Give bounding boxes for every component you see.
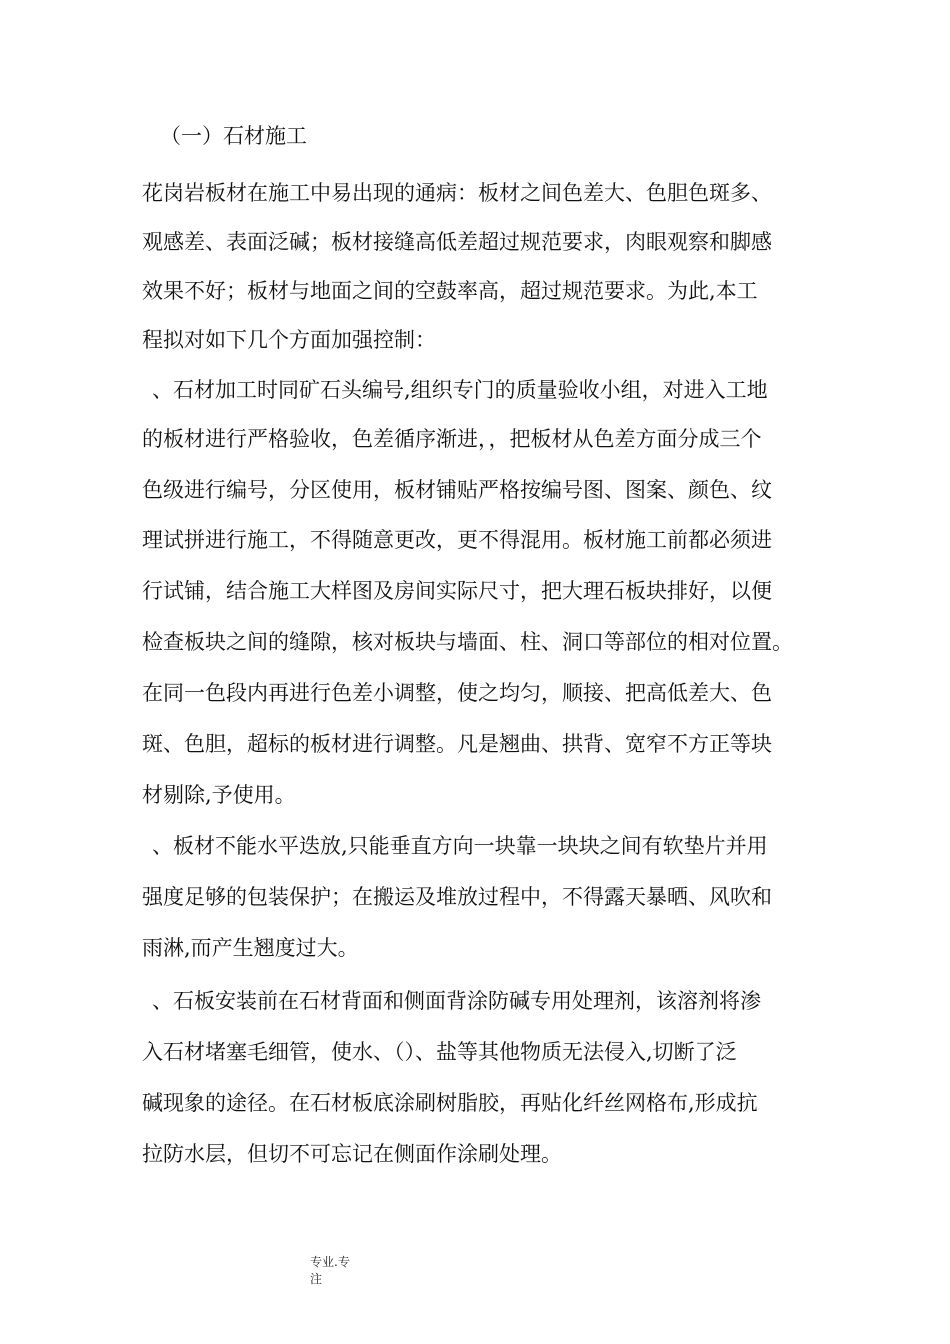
- page-footer: [310, 1254, 350, 1288]
- text-line: 花岗岩板材在施工中易出现的通病：板材之间色差大、色胆色斑多、: [142, 181, 772, 205]
- text-line: 在同一色段内再进行色差小调整，使之均匀，顺接、把高低差大、色: [142, 681, 772, 705]
- text-line: 、石材加工时同矿石头编号,组织专门的质量验收小组，对进入工地: [152, 378, 768, 402]
- section-heading: （一）石材施工: [160, 124, 307, 148]
- footer-line: 注: [310, 1272, 323, 1286]
- text-line: 雨淋,而产生翘度过大。: [142, 936, 359, 960]
- text-line: 碱现象的途径。在石材板底涂刷树脂胶，再贴化纤丝网格布,形成抗: [142, 1091, 758, 1115]
- text-line: 、石板安装前在石材背面和侧面背涂防碱专用处理剂，该溶剂将渗: [152, 989, 761, 1013]
- text-line: 入石材堵塞毛细管，使水、（）、盐等其他物质无法侵入,切断了泛: [142, 1040, 737, 1064]
- text-line: 、板材不能水平迭放,只能垂直方向一块靠一块块之间有软垫片并用: [152, 834, 768, 858]
- text-line: 的板材进行严格验收，色差循序渐进，，把板材从色差方面分成三个: [142, 427, 762, 451]
- text-line: 强度足够的包装保护；在搬运及堆放过程中，不得露天暴晒、风吹和: [142, 885, 772, 909]
- text-line: 拉防水层，但切不可忘记在侧面作涂刷处理。: [142, 1142, 562, 1166]
- text-line: 行试铺，结合施工大样图及房间实际尺寸，把大理石板块排好，以便: [142, 579, 772, 603]
- text-line: 效果不好；板材与地面之间的空鼓率高，超过规范要求。为此,本工: [142, 279, 758, 303]
- text-line: 材剔除,予使用。: [142, 783, 296, 807]
- text-line: 检查板块之间的缝隙，核对板块与墙面、柱、洞口等部位的相对位置。: [142, 630, 793, 654]
- text-line: 斑、色胆，超标的板材进行调整。凡是翘曲、拱背、宽窄不方正等块: [142, 732, 772, 756]
- footer-line: 专业.专: [310, 1255, 350, 1269]
- text-line: 观感差、表面泛碱；板材接缝高低差超过规范要求，肉眼观察和脚感: [142, 230, 772, 254]
- text-line: 色级进行编号，分区使用，板材铺贴严格按编号图、图案、颜色、纹: [142, 478, 772, 502]
- text-line: 理试拼进行施工，不得随意更改，更不得混用。板材施工前都必须进: [142, 528, 772, 552]
- text-line: 程拟对如下几个方面加强控制：: [142, 328, 436, 352]
